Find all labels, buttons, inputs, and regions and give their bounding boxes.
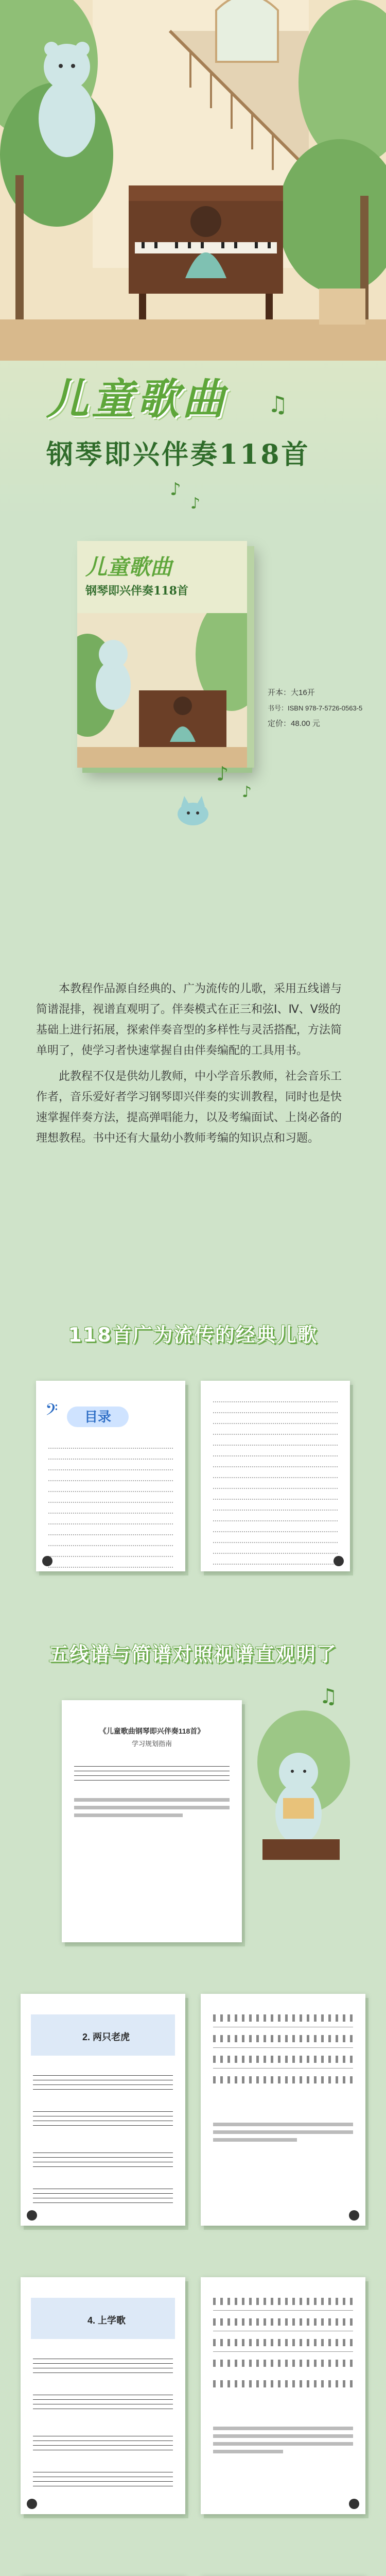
cat-mascot-icon xyxy=(170,788,216,829)
study-plan-title: 《儿童歌曲钢琴即兴伴奏118首》 xyxy=(99,1727,205,1735)
book-specs xyxy=(268,685,381,732)
jianpu-notation xyxy=(213,2056,353,2063)
piano-scene-illustration xyxy=(0,0,386,361)
jianpu-notation xyxy=(213,2360,353,2367)
music-note-icon: ♪ xyxy=(170,479,181,500)
jianpu-notation xyxy=(213,2035,353,2042)
book-cover-block xyxy=(0,520,386,829)
song-page-right xyxy=(201,2277,365,2514)
song-title: 2. 两只老虎 xyxy=(82,2032,130,2042)
song-page-left xyxy=(21,1994,185,2226)
bear-reading-illustration xyxy=(242,1710,360,1865)
analysis-text xyxy=(213,2427,353,2458)
section-heading: 五线谱与简谱对照视谱直观明了 xyxy=(48,1643,337,1666)
subtitle: 钢琴即兴伴奏118首 xyxy=(46,439,310,470)
toc-label: 目录 xyxy=(67,1406,129,1427)
jianpu-notation xyxy=(213,2339,353,2346)
section-heading: 118首广为流传的经典儿歌 xyxy=(68,1324,318,1346)
music-staff xyxy=(33,2432,173,2454)
description-paragraph: 本教程作品源自经典的、广为流传的儿歌，采用五线谱与简谱混排，视谱直观明了。伴奏模式在正三和弦Ⅰ、Ⅳ、Ⅴ级的基础上进行拓展，探索伴奏音型的多样性与灵活搭配，方法简单明了，使学习者快速掌握自由伴奏编配的工具用书。 xyxy=(36,982,342,1057)
music-staff xyxy=(33,2354,173,2377)
music-note-icon: ♪ xyxy=(242,783,252,801)
music-staff xyxy=(33,2107,173,2130)
toc-list xyxy=(213,1396,338,1569)
spec-price: 定价：48.00 元 xyxy=(268,719,320,728)
music-note-icon: ♪ xyxy=(190,495,201,513)
study-plan-text xyxy=(74,1798,230,1821)
music-note-icon: ♫ xyxy=(319,1685,338,1708)
analysis-text xyxy=(213,2123,353,2146)
study-plan-subtitle: 学习规划指南 xyxy=(131,1740,172,1748)
bass-clef-icon: 𝄢 xyxy=(45,1401,58,1423)
page-number xyxy=(334,1556,344,1566)
toc-list xyxy=(48,1443,173,1571)
page-number xyxy=(349,2499,359,2509)
toc-page-right xyxy=(201,1381,350,1571)
page-number xyxy=(42,1556,52,1566)
page-number xyxy=(27,2499,37,2509)
book-cover-illustration xyxy=(77,613,247,768)
jianpu-notation xyxy=(213,2014,353,2022)
music-staff xyxy=(74,1762,230,1785)
spec-format: 开本：大16开 xyxy=(268,688,315,697)
description xyxy=(36,979,350,1154)
study-plan-page xyxy=(62,1700,242,1942)
music-staff xyxy=(33,2071,173,2094)
music-staff xyxy=(33,2391,173,2413)
music-staff xyxy=(33,2468,173,2490)
description-paragraph: 此教程不仅是供幼儿教师，中小学音乐教师，社会音乐工作者，音乐爱好者学习钢琴即兴伴奏的实训教程，同时也是快速掌握伴奏方法，提高弹唱能力，以及考编面试、上岗必备的理想教程。书中还有大量幼小教师考编的知识点和习题。 xyxy=(36,1070,342,1145)
page-number xyxy=(27,2210,37,2221)
hero-illustration xyxy=(0,0,386,361)
main-title: 儿童歌曲 xyxy=(46,375,227,424)
book-spine xyxy=(247,546,254,768)
song-page-left xyxy=(21,2277,185,2514)
jianpu-notation xyxy=(213,2298,353,2305)
book-cover-title: 儿童歌曲 xyxy=(85,554,172,580)
music-note-icon: ♪ xyxy=(216,762,229,785)
music-staff xyxy=(33,2184,173,2207)
jianpu-notation xyxy=(213,2076,353,2083)
music-note-icon: ♫ xyxy=(268,392,288,418)
title-block xyxy=(0,366,386,513)
song-title: 4. 上学歌 xyxy=(87,2315,126,2326)
book-cover xyxy=(77,541,247,768)
song-page-right xyxy=(201,1994,365,2226)
page-number xyxy=(349,2210,359,2221)
toc-page-left xyxy=(36,1381,185,1571)
jianpu-notation xyxy=(213,2380,353,2387)
jianpu-notation xyxy=(213,2318,353,2326)
book-cover-subtitle: 钢琴即兴伴奏118首 xyxy=(85,584,188,598)
music-staff xyxy=(33,2148,173,2171)
spec-isbn: 书号：ISBN 978-7-5726-0563-5 xyxy=(268,704,363,712)
